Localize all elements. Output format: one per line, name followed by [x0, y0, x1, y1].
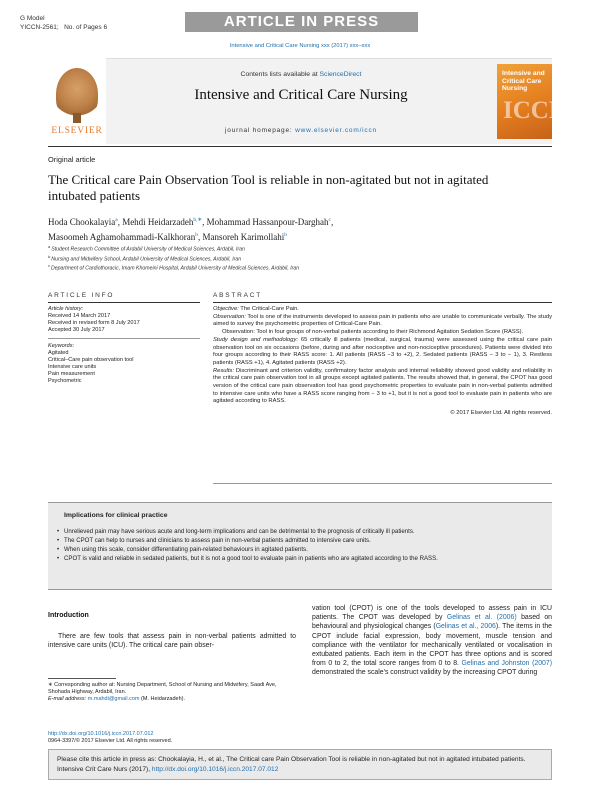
journal-homepage-link[interactable]: www.elsevier.com/iccn [295, 127, 377, 134]
history-item: Accepted 30 July 2017 [48, 327, 105, 333]
footnote-rule [48, 678, 116, 679]
abstract-rule [213, 302, 552, 303]
affiliation-item: $^b$Nursing and Midwifery School, Ardabil University of Medical Sciences, Ardabil, Iran [48, 253, 242, 263]
info-divider [48, 338, 200, 339]
reference-link[interactable]: Gelinas et al., 2006 [435, 623, 496, 631]
history-item: Received in revised form 8 July 2017 [48, 320, 140, 326]
journal-citation-line[interactable]: Intensive and Critical Care Nursing xxx (2017) xxx–xxx [229, 43, 371, 49]
abstract-heading: ABSTRACT [213, 292, 263, 299]
author[interactable]: Hoda Chookalayia [48, 217, 116, 227]
sciencedirect-link[interactable]: ScienceDirect [319, 71, 362, 78]
implications-list [57, 527, 544, 563]
elsevier-logo[interactable] [48, 58, 106, 144]
keyword: Agitated [48, 350, 69, 356]
cover-title: Intensive and Critical Care Nursing [502, 70, 545, 93]
implication-item: • CPOT is valid and reliable in sedated patients, but it is not a good tool to evaluate pain in patients who are agitated according to the RASS. [57, 554, 544, 563]
email-link[interactable]: m.mahdi@gmail.com [86, 696, 140, 702]
article-title: The Critical care Pain Observation Tool is reliable in non-agitated but not in agitated intubated patients [48, 172, 489, 203]
author[interactable]: Mohammad Hassanpour-Darghah [206, 217, 329, 227]
introduction-heading: Introduction [48, 612, 89, 619]
tree-trunk [73, 113, 81, 123]
author-list: Hoda Chookalayia$^a$, Mehdi Heidarzadeh$^{b,∗}$, Mohammad Hassanpour-Darghah$^c$, Masoomeh Aghamohammadi-Kalkhoran$^b$, Mansoreh Karimollahi$^b$ [48, 217, 334, 242]
doi-issn-block [48, 731, 296, 745]
article-type: Original article [48, 155, 96, 164]
issn-line: 0964-3397/© 2017 Elsevier Ltd. All rights reserved. [48, 738, 173, 744]
abstract-bottom-rule [213, 483, 552, 484]
publisher-name: ELSEVIER [51, 126, 103, 136]
abstract-body [213, 306, 552, 418]
abstract-observation-2: Observation: Tool in four groups of non-verbal patients according to their Richmond Agitation Sedation Score (RASS). [222, 329, 524, 336]
keyword: Intensive care units [48, 364, 97, 370]
model-label: G Model [20, 15, 45, 22]
abstract-objective: Objective: The Critical-Care Pain. [213, 306, 299, 312]
running-header-left [20, 15, 107, 32]
cite-this-article-box: Please cite this article in press as: Chookalayia, H., et al., The Critical care Pain Observation Tool is reliable in non-agitated but not in agitated intubated patients. Intensive Crit Care Nurs (2017), http://dx.doi.org/10.1016/j.iccn.2017.07.012 [48, 749, 552, 780]
journal-homepage: journal homepage: www.elsevier.com/iccn [225, 127, 377, 134]
author[interactable]: Mansoreh Karimollahi [202, 232, 285, 242]
journal-cover-thumbnail[interactable] [497, 64, 567, 139]
cover-logo-icon: ICCN [503, 97, 567, 124]
history-item: Received 14 March 2017 [48, 313, 111, 319]
abstract-results: Results: Discriminant and criterion validity, confirmatory factor analysis and internal reliability showed good validity and reliability in the critical care pain observation tool in all groups except agitated patients. The results showed that, in general, the CPOT has good version of the critical care pain observation tool has good psychometric properties to evaluate pain in non-verbal patients admitted to intensive care units who have a RASS score ranging from − 3 to +1, but it is not a good tool to evaluate pain in patients who are agitated according to RASS. [213, 367, 552, 405]
implications-heading: Implications for clinical practice [64, 512, 168, 519]
email-line: E-mail address: m.mahdi@gmail.com (M. Heidarzadeh). [48, 696, 186, 702]
contents-lists: Contents lists available at ScienceDirect [240, 71, 362, 78]
article-info-heading: ARTICLE INFO [48, 292, 115, 299]
author[interactable]: Masoomeh Aghamohammadi-Kalkhoran [48, 232, 196, 242]
implication-item: • Unrelieved pain may have serious acute and long-term implications and can be detrimental to the prognosis of critically ill patients. [57, 527, 544, 536]
article-in-press-banner: ARTICLE IN PRESS [185, 12, 418, 32]
keyword: Critical–Care pain observation tool [48, 357, 134, 363]
history-label: Article history: [48, 306, 84, 312]
manuscript-id: YICCN-2561; No. of Pages 6 [20, 23, 108, 31]
reference-link[interactable]: Gelinas et al. (2006) [446, 614, 517, 622]
keyword: Pain measurement [48, 371, 95, 377]
reference-link[interactable]: Gelinas and Johnston (2007) [461, 660, 552, 668]
affiliations [48, 244, 552, 273]
abstract-design: Study design and methodology: 65 critically ill patients (medical, surgical, trauma) were assessed using the critical care pain observation tool on six occasions (before, during and after nociceptive and non-nociceptive procedures). Patients were divided into four groups according to their RASS score: 1. All patients (RASS −3 to +2), 2. Sedated patients (RASS − 3 to − 1), 3. Restless patients (RASS +1), 4. Agitated patients (RASS +2). [213, 336, 553, 366]
implications-box [48, 502, 552, 590]
affiliation-item: $^a$Student Research Committee of Ardabil University of Medical Sciences, Ardabil, Iran [48, 244, 245, 253]
implication-item: • When using this scale, consider differentiating pain-related behaviours in agitated patients. [57, 545, 544, 554]
corresponding-footnote [48, 682, 296, 703]
author[interactable]: Mehdi Heidarzadeh [122, 217, 194, 227]
cite-doi-link[interactable]: http://dx.doi.org/10.1016/j.iccn.2017.07.012 [151, 766, 279, 773]
body-left-column: There are few tools that assess pain in non-verbal patients admitted to intensive care units (ICU). The critical care pain obser- [48, 633, 296, 649]
abstract-copyright: © 2017 Elsevier Ltd. All rights reserved. [450, 410, 552, 417]
article-info-box [48, 306, 200, 385]
implication-item: • The CPOT can help to nurses and clinicians to assess pain in non-verbal patients admitted to intensive care units. [57, 536, 544, 545]
keyword: Psychometric [48, 378, 82, 384]
keywords-label: Keywords: [48, 343, 75, 349]
article-info-rule [48, 302, 200, 303]
journal-title: Intensive and Critical Care Nursing [194, 87, 408, 103]
doi-link[interactable]: http://dx.doi.org/10.1016/j.iccn.2017.07.012 [48, 731, 154, 737]
masthead-divider [48, 146, 552, 147]
abstract-observation: Observation: Tool is one of the instruments developed to assess pain in patients who are unable to communicate verbally. The study aimed to survey the psychometric properties of Critical-Care Pain. [213, 313, 552, 328]
corresponding-address: ∗ Corresponding author at: Nursing Department, School of Nursing and Midwifery, Saadi Ave, Shohada Highway, Ardabil, Iran. [48, 682, 277, 695]
body-right-column: vation tool (CPOT) is one of the tools developed to assess pain in ICU patients. The CPOT was developed by Gelinas et al. (2006) based on behavioural and physiological changes (Gelinas et al., 2006). The items in the CPOT include facial expression, body movement, muscle tension and compliance with the ventilator for mechanically ventilated or vocalisation in extubated patients. Each item in the CPOT has three options and is scored from 0 to 2, the total score ranges from 0 to 8. Gelinas and Johnston (2007) demonstrated the scale's construct validity by the increasing CPOT during [312, 605, 553, 677]
affiliation-item: $^c$Department of Cardiothoracic, Imam Khomeini Hospital, Ardabil University of Medical Sciences, Ardabil, Iran [48, 263, 300, 272]
